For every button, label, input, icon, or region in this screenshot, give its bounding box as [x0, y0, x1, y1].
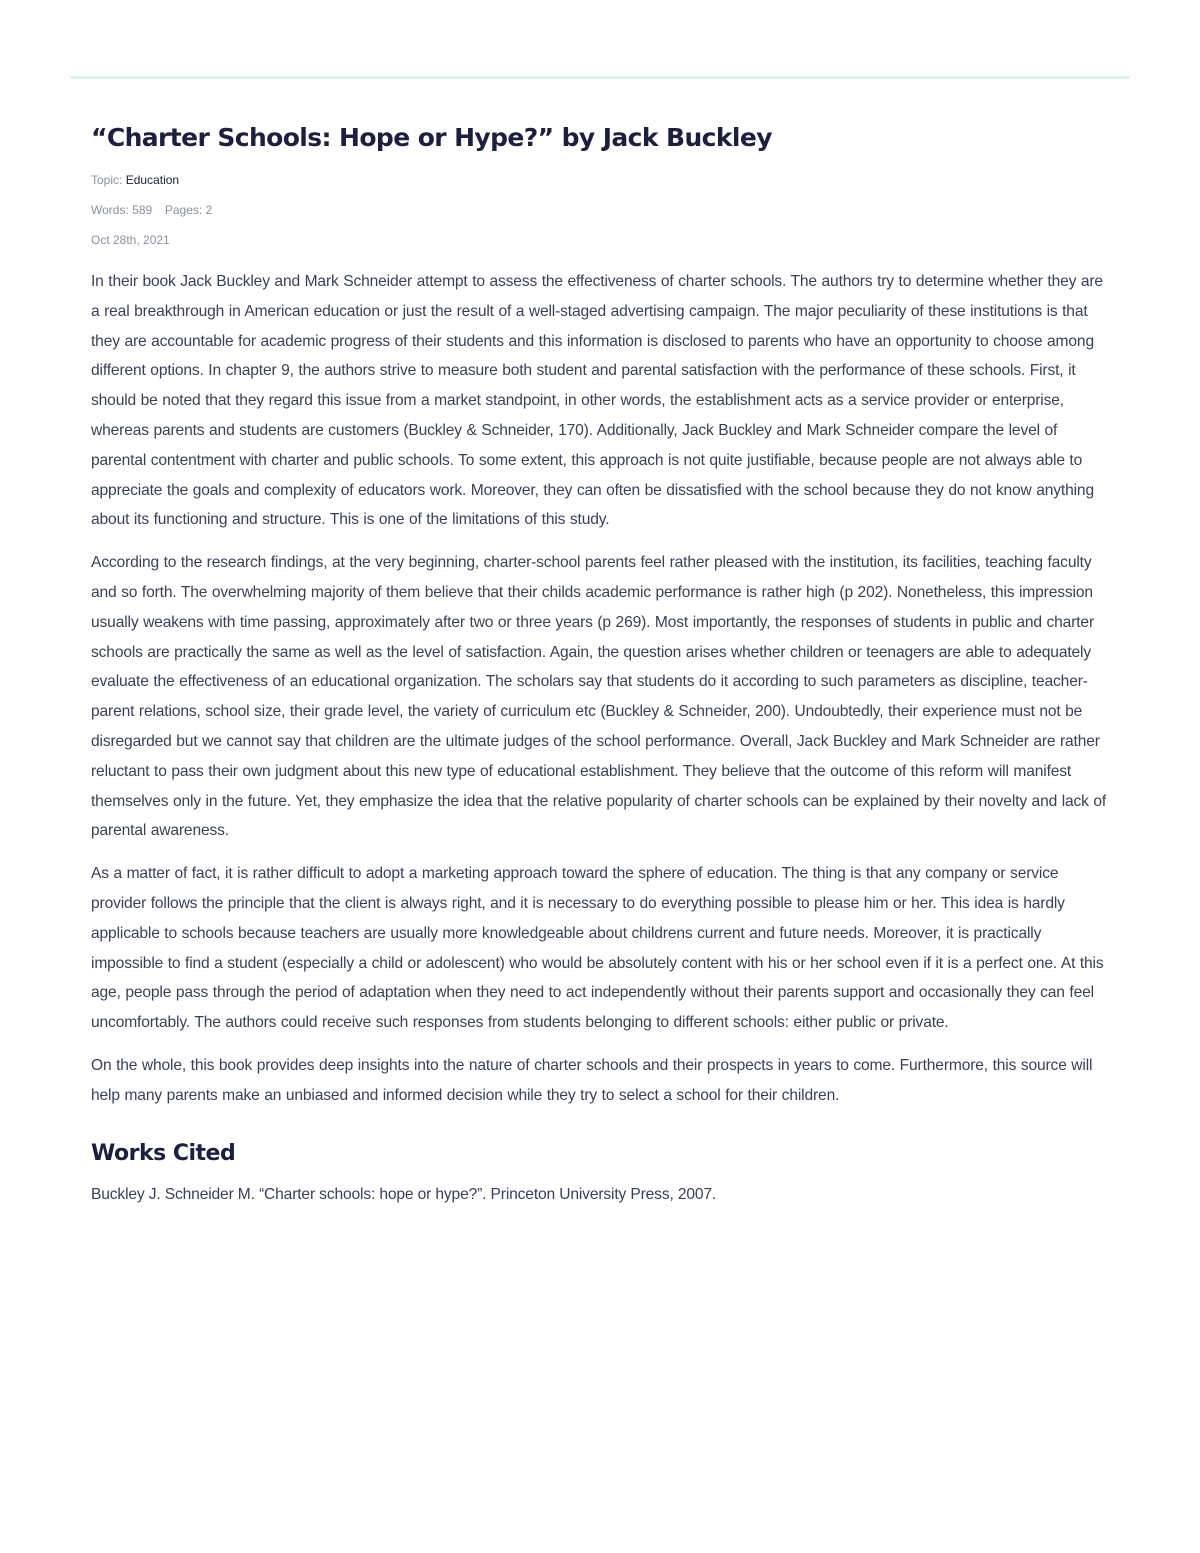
topic-line	[91, 172, 1113, 188]
citation-entry: Buckley J. Schneider M. “Charter schools: hope or hype?”. Princeton University Press, 2007.	[91, 1185, 717, 1203]
essay-meta	[91, 172, 1113, 248]
words-label: Words:	[91, 203, 129, 217]
works-cited-heading: Works Cited	[91, 1140, 236, 1166]
essay-title: “Charter Schools: Hope or Hype?” by Jack Buckley	[91, 123, 772, 152]
stats-line	[91, 202, 1113, 218]
essay-article	[91, 118, 1113, 1209]
words-count: 589	[132, 203, 153, 217]
top-divider	[70, 76, 1130, 79]
body-paragraph: On the whole, this book provides deep insights into the nature of charter schools and their prospects in years to come. Furthermore, this source will help many parents make an unbiased and informed decision while they try to select a school for their children.	[91, 1056, 1093, 1104]
topic-label: Topic:	[91, 173, 123, 187]
date-line	[91, 232, 1113, 248]
publish-date: Oct 28th, 2021	[91, 233, 170, 247]
topic-link[interactable]: Education	[125, 173, 180, 187]
pages-count: 2	[205, 203, 213, 217]
body-paragraph: As a matter of fact, it is rather difficult to adopt a marketing approach toward the sphere of education. The thing is that any company or service provider follows the principle that the client is always right, and it is necessary to do everything possible to please him or her. This idea is hardly applicable to schools because teachers are usually more knowledgeable about childrens current and future needs. Moreover, it is practically impossible to find a student (especially a child or adolescent) who would be absolutely content with his or her school even if it is a perfect one. At this age, people pass through the period of adaptation when they need to act independently without their parents support and occasionally they can feel uncomfortably. The authors could receive such responses from students belonging to different schools: either public or private.	[91, 865, 1104, 1032]
essay-body	[91, 267, 1113, 1111]
body-paragraph: In their book Jack Buckley and Mark Schneider attempt to assess the effectiveness of charter schools. The authors try to determine whether they are a real breakthrough in American education or just the result of a well-staged advertising campaign. The major peculiarity of these institutions is that they are accountable for academic progress of their students and this information is disclosed to parents who have an opportunity to choose among different options. In chapter 9, the authors strive to measure both student and parental satisfaction with the performance of these schools. First, it should be noted that they regard this issue from a market standpoint, in other words, the establishment acts as a service provider or enterprise, whereas parents and students are customers (Buckley & Schneider, 170). Additionally, Jack Buckley and Mark Schneider compare the level of parental contentment with charter and public schools. To some extent, this approach is not quite justifiable, because people are not always able to appreciate the goals and complexity of educators work. Moreover, they can often be dissatisfied with the school because they do not know anything about its functioning and structure. This is one of the limitations of this study.	[91, 273, 1103, 529]
body-paragraph: According to the research findings, at the very beginning, charter-school parents feel rather pleased with the institution, its facilities, teaching faculty and so forth. The overwhelming majority of them believe that their childs academic performance is rather high (p 202). Nonetheless, this impression usually weakens with time passing, approximately after two or three years (p 269). Most importantly, the responses of students in public and charter schools are practically the same as well as the level of satisfaction. Again, the question arises whether children or teenagers are able to adequately evaluate the effectiveness of an educational organization. The scholars say that students do it according to such parameters as discipline, teacher-parent relations, school size, their grade level, the variety of curriculum etc (Buckley & Schneider, 200). Undoubtedly, their experience must not be disregarded but we cannot say that children are the ultimate judges of the school performance. Overall, Jack Buckley and Mark Schneider are rather reluctant to pass their own judgment about this new type of educational establishment. They believe that the outcome of this reform will manifest themselves only in the future. Yet, they emphasize the idea that the relative popularity of charter schools can be explained by their novelty and lack of parental awareness.	[91, 554, 1107, 840]
pages-label: Pages:	[164, 203, 203, 217]
